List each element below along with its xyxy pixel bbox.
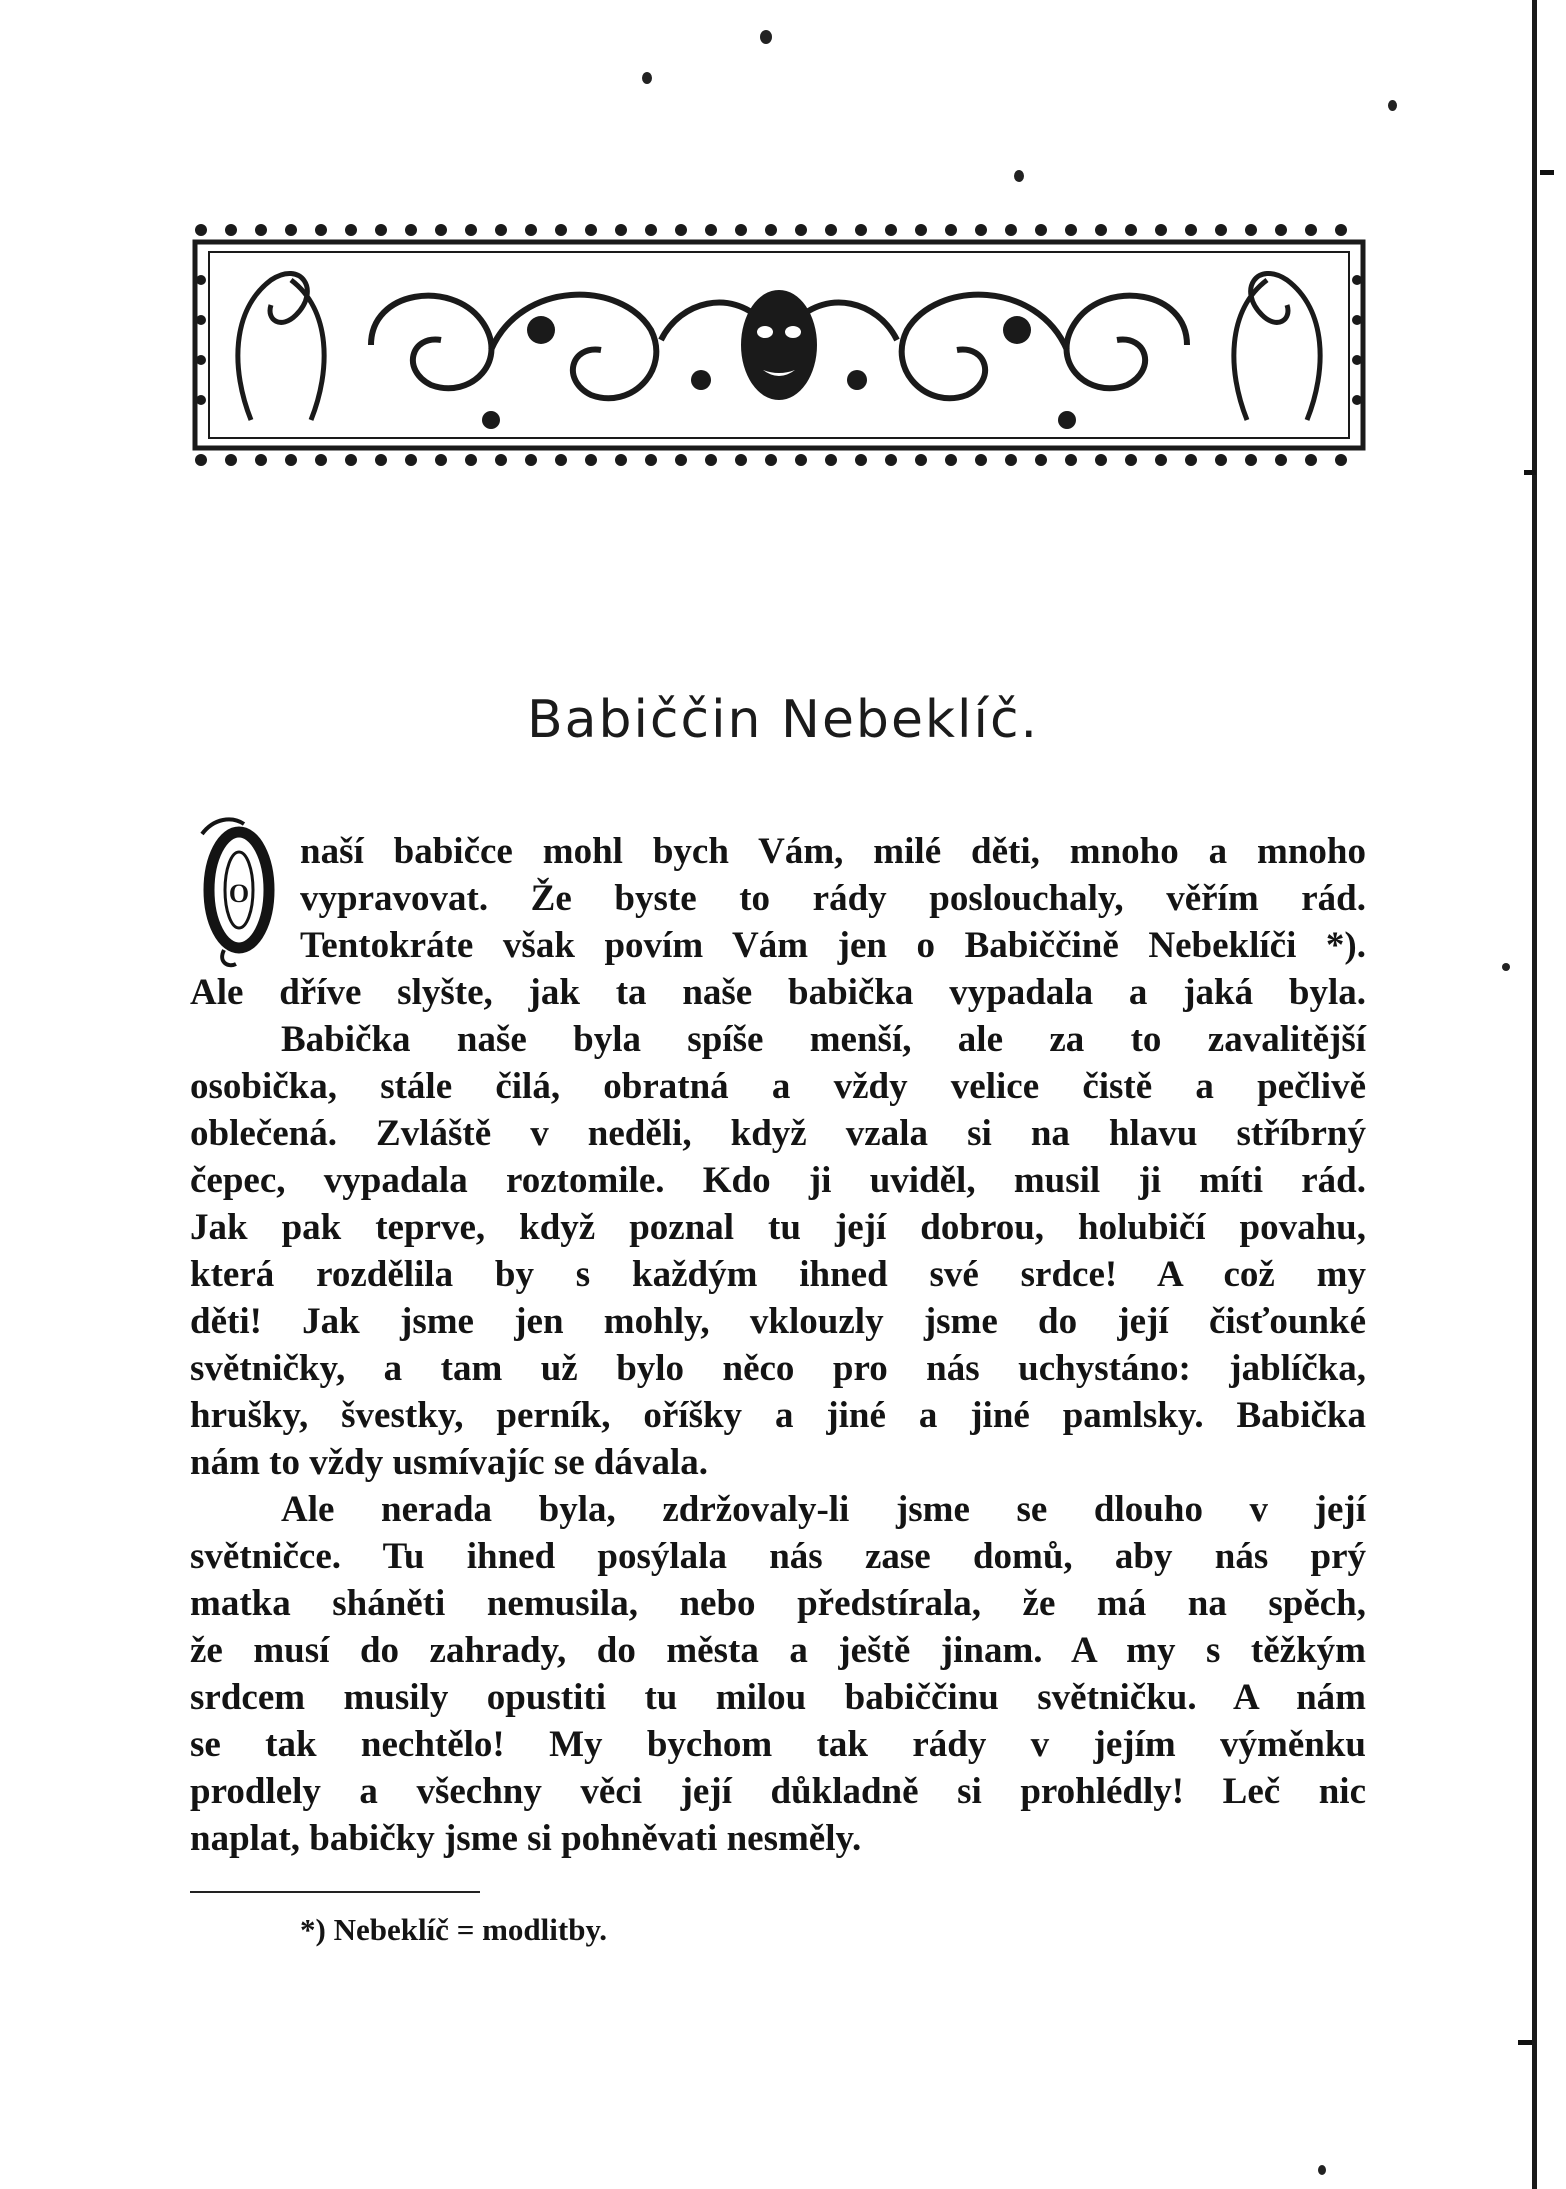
text-line: prodlely a všechny věci její důkladně si prohlédly! Leč nic [190, 1771, 1366, 1812]
text-line: naší babičce mohl bych Vám, milé děti, mnoho a mnoho [300, 831, 1366, 872]
text-line: čepec, vypadala roztomile. Kdo ji uviděl, musil ji míti rád. [190, 1160, 1366, 1201]
page-margin [1537, 0, 1566, 2189]
ornamental-header-band [191, 220, 1367, 470]
decorative-initial-letter [194, 812, 284, 972]
text-line: Babička naše byla spíše menší, ale za to zavalitější [281, 1019, 1366, 1060]
ink-speck [642, 72, 652, 84]
text-line: srdcem musily opustiti tu milou babiččinu světničku. A nám [190, 1677, 1366, 1718]
text-line: hrušky, švestky, perník, oříšky a jiné a jiné pamlsky. Babička [190, 1395, 1366, 1436]
text-line: Jak pak teprve, když poznal tu její dobrou, holubičí povahu, [190, 1207, 1366, 1248]
text-line: světničky, a tam už bylo něco pro nás uchystáno: jablíčka, [190, 1348, 1366, 1389]
text-line: se tak nechtělo! My bychom tak rády v jejím výměnku [190, 1724, 1366, 1765]
page-edge-line [1532, 0, 1537, 2189]
ink-speck [1502, 963, 1510, 971]
ink-speck [1318, 2165, 1326, 2175]
text-line: nám to vždy usmívajíc se dávala. [190, 1442, 708, 1483]
text-line: Ale nerada byla, zdržovaly-li jsme se dlouho v její [281, 1489, 1366, 1530]
text-line: že musí do zahrady, do města a ještě jinam. A my s těžkým [190, 1630, 1366, 1671]
text-line: osobička, stále čilá, obratná a vždy velice čistě a pečlivě [190, 1066, 1366, 1107]
ink-speck [1014, 170, 1024, 182]
text-line: Tentokráte však povím Vám jen o Babiččině Nebeklíči *). [300, 925, 1366, 966]
footnote-divider [190, 1891, 480, 1893]
dropcap-letter: O [228, 879, 250, 908]
text-line: naplat, babičky jsme si pohněvati nesměly. [190, 1818, 862, 1859]
ink-speck [760, 30, 772, 44]
text-line: děti! Jak jsme jen mohly, vklouzly jsme do její čisťounké [190, 1301, 1366, 1342]
edge-mark [1518, 2040, 1532, 2045]
edge-mark [1524, 470, 1536, 475]
edge-mark [1540, 170, 1554, 175]
ink-speck [1388, 100, 1397, 111]
page-title: Babiččin Nebeklíč. [526, 690, 1040, 750]
text-line: která rozdělila by s každým ihned své srdce! A což my [190, 1254, 1366, 1295]
text-line: oblečená. Zvláště v neděli, když vzala si na hlavu stříbrný [190, 1113, 1366, 1154]
text-line: Ale dříve slyšte, jak ta naše babička vypadala a jaká byla. [190, 972, 1366, 1013]
text-line: matka sháněti nemusila, nebo předstírala, že má na spěch, [190, 1583, 1366, 1624]
text-line: vypravovat. Že byste to rády poslouchaly, věřím rád. [300, 878, 1366, 919]
text-line: světničce. Tu ihned posýlala nás zase domů, aby nás prý [190, 1536, 1366, 1577]
footnote: *) Nebeklíč = modlitby. [300, 1912, 608, 1947]
